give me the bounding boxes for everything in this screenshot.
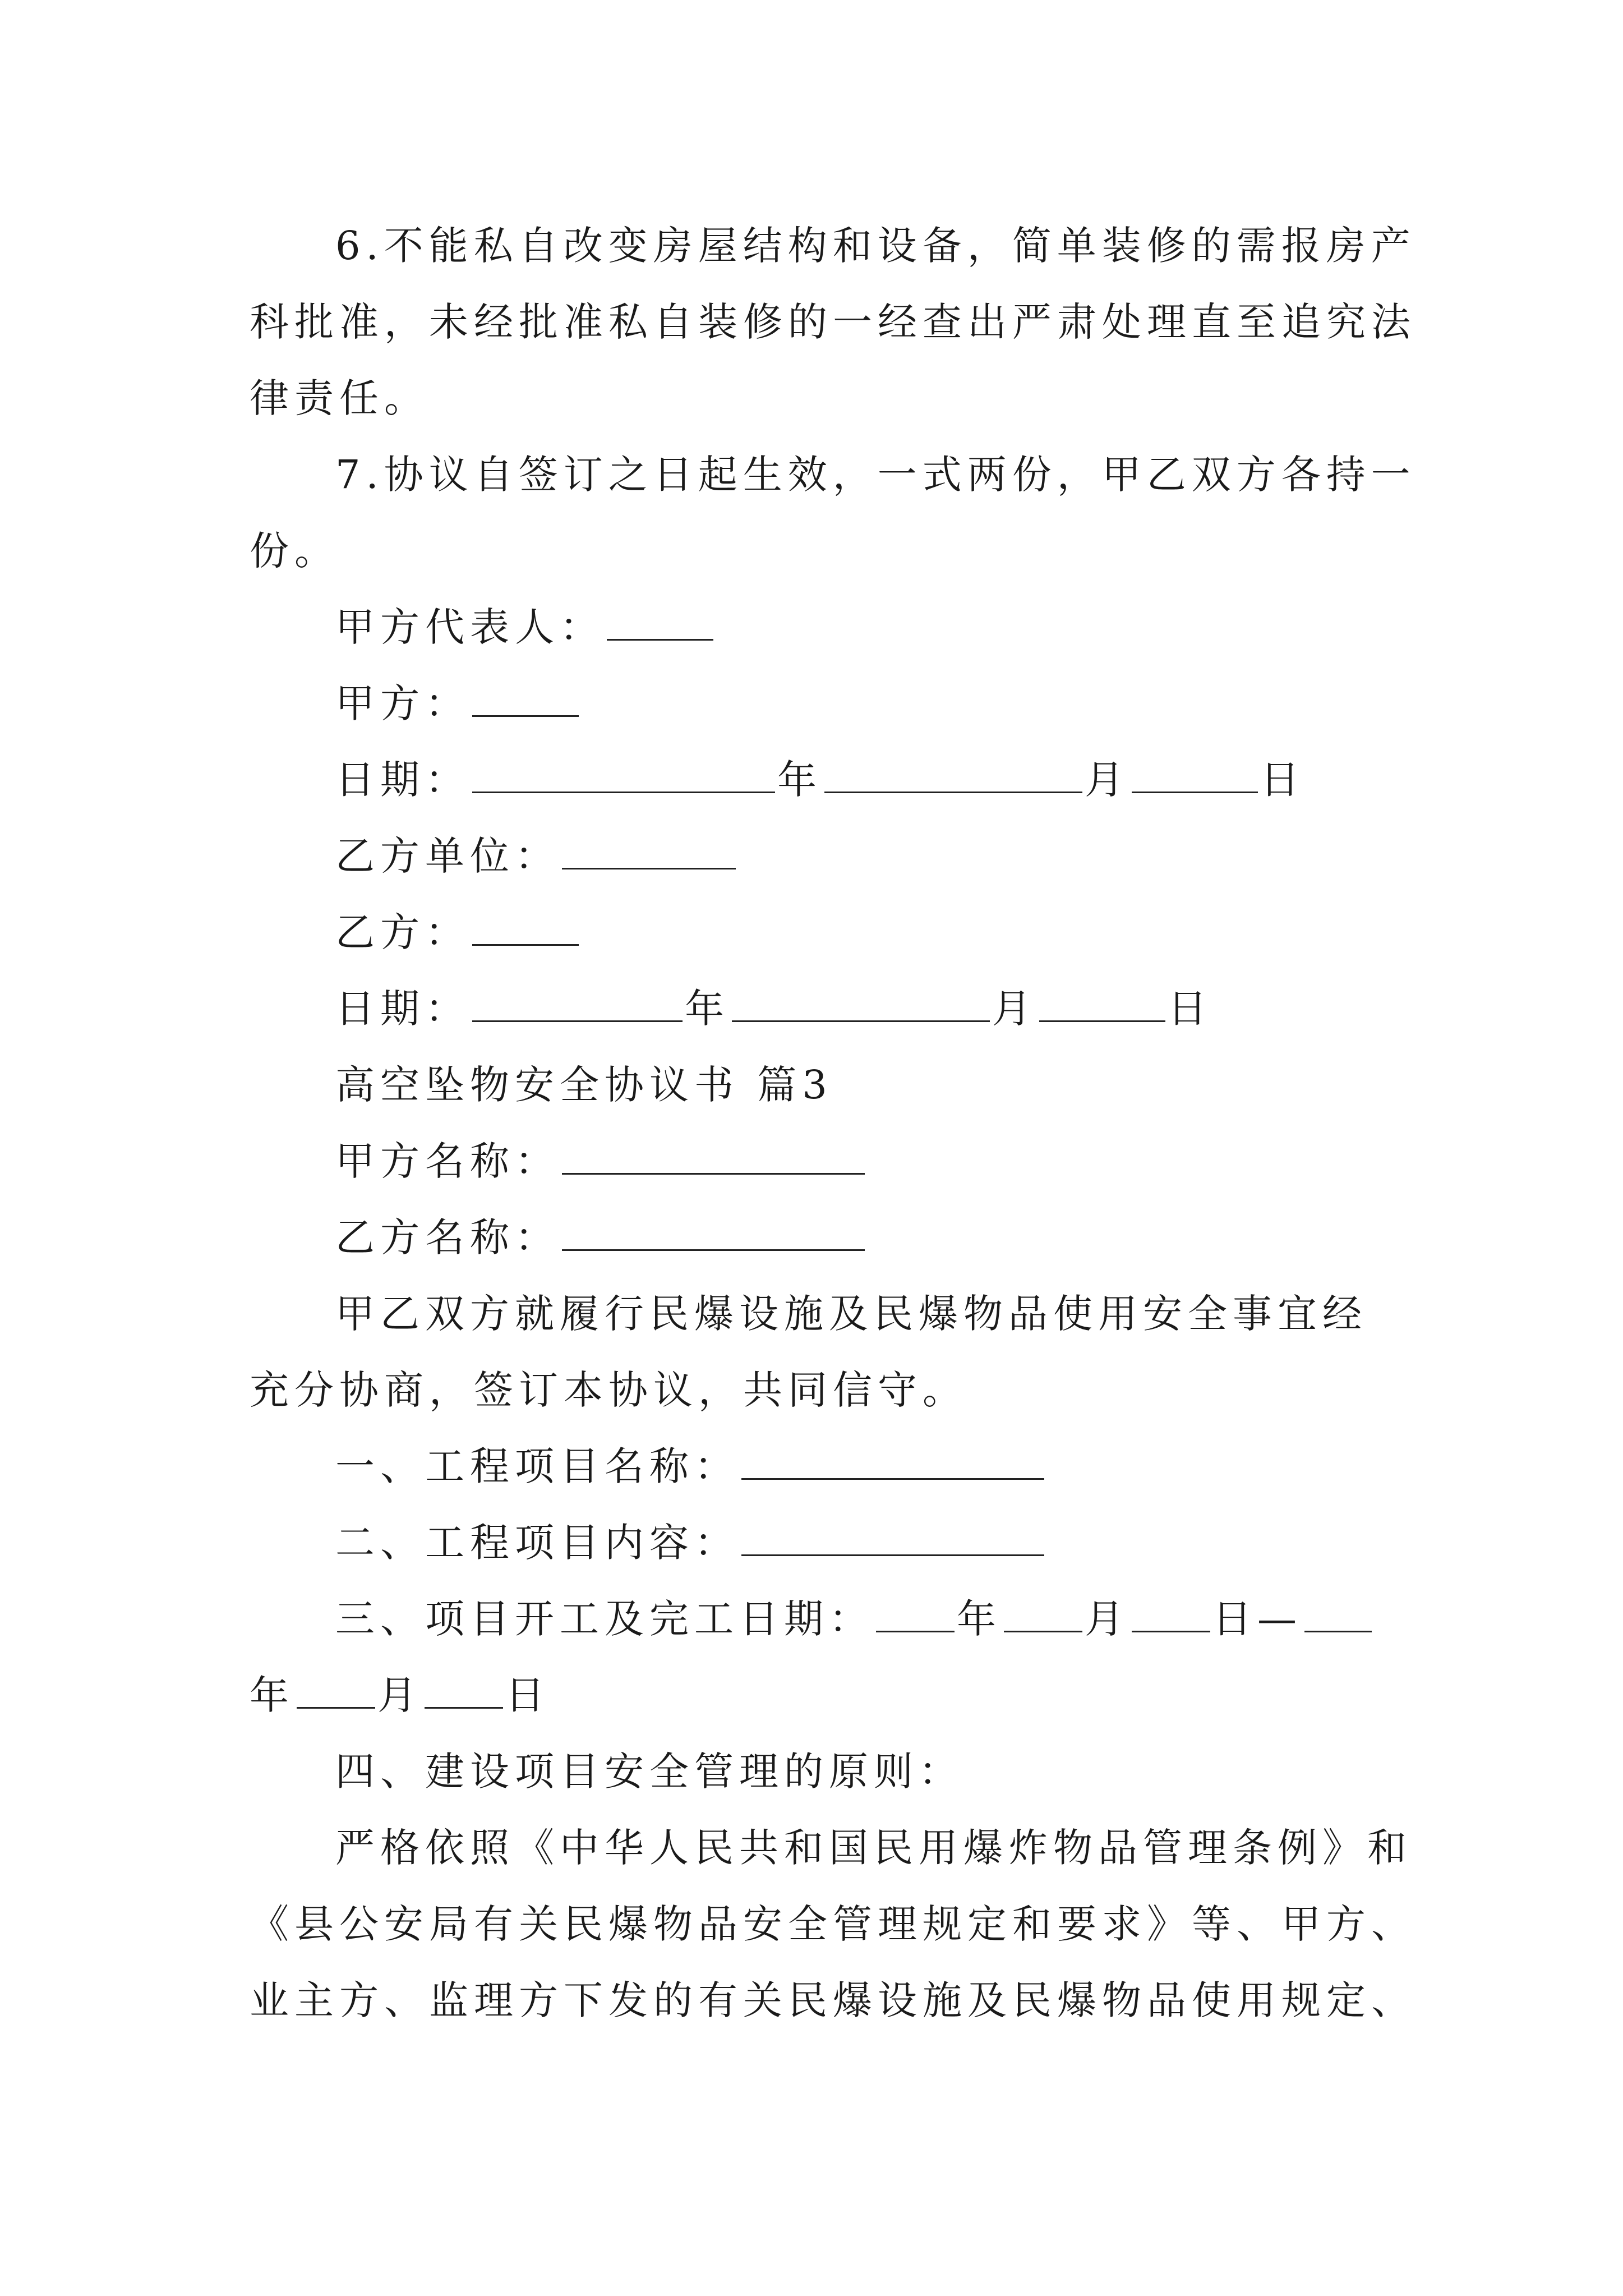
item-3-start-year-blank[interactable] [876,1597,955,1632]
rules-line-2: 《县公安局有关民爆物品安全管理规定和要求》等、甲方、 [250,1901,1416,1947]
item-2-label: 二、工程项目内容： [335,1520,739,1566]
party-a-name-blank[interactable] [562,1139,865,1175]
party-a-label: 甲方： [335,680,470,726]
intro-line-2: 充分协商，签订本协议，共同信守。 [250,1367,967,1413]
item-3-month-text: 月 [1085,1596,1129,1642]
date-1-label: 日期： [335,757,470,803]
party-a-rep-blank[interactable] [607,605,713,641]
date-1-day-blank[interactable] [1132,758,1258,793]
party-b-label: 乙方： [335,909,470,955]
party-a-name-row [335,1133,867,1189]
rules-line-3: 业主方、监理方下发的有关民爆设施及民爆物品使用规定、 [250,1977,1416,2023]
paragraph-6-line-2: 科批准，未经批准私自装修的一经查出严肃处理直至追究法 [250,299,1416,345]
item-3-month2-text: 月 [377,1672,422,1718]
party-b-name-label: 乙方名称： [335,1214,560,1260]
item-4-label: 四、建设项目安全管理的原则： [335,1749,963,1795]
item-3-label: 三、项目开工及完工日期： [335,1596,874,1642]
party-b-unit-blank[interactable] [562,834,736,869]
item-3-end-day-blank[interactable] [425,1673,503,1709]
item-3-year2-text: 年 [250,1672,294,1718]
party-b-name-blank[interactable] [562,1216,865,1251]
item-1-label: 一、工程项目名称： [335,1443,739,1489]
item-2-row [335,1515,1046,1571]
item-3-day-dash-text: 日— [1212,1596,1302,1642]
item-3-row [335,1591,1374,1647]
party-a-row [335,675,581,731]
item-3-year-text: 年 [957,1596,1002,1642]
paragraph-6-line-1: 6.不能私自改变房屋结构和设备，简单装修的需报房产 [335,223,1416,269]
party-a-name-label: 甲方名称： [335,1138,560,1184]
item-3-row-cont [250,1667,550,1723]
intro-line-1: 甲乙双方就履行民爆设施及民爆物品使用安全事宜经 [335,1291,1367,1337]
party-a-rep-label: 甲方代表人： [335,604,605,650]
section-3-title: 高空坠物安全协议书 篇3 [335,1062,833,1108]
date-2-label: 日期： [335,986,470,1032]
date-2-day-text: 日 [1168,986,1212,1032]
date-2-day-blank[interactable] [1039,987,1165,1022]
item-3-day2-text: 日 [505,1672,550,1718]
date-2-year-text: 年 [685,986,730,1032]
rules-line-1: 严格依照《中华人民共和国民用爆炸物品管理条例》和 [335,1825,1412,1871]
date-1-year-blank[interactable] [472,758,775,793]
item-3-start-month-blank[interactable] [1004,1597,1082,1632]
party-a-blank[interactable] [472,682,579,717]
paragraph-7-line-1: 7.协议自签订之日起生效，一式两份，甲乙双方各持一 [335,452,1416,498]
item-3-end-year-blank[interactable] [1304,1597,1372,1632]
party-b-blank[interactable] [472,910,579,946]
paragraph-6-line-3: 律责任。 [250,375,429,421]
party-b-unit-label: 乙方单位： [335,833,560,879]
item-3-end-month-blank[interactable] [297,1673,375,1709]
date-1-day-text: 日 [1260,757,1305,803]
party-a-rep-row [335,599,716,655]
date-1-month-blank[interactable] [824,758,1082,793]
item-1-blank[interactable] [741,1444,1044,1480]
paragraph-7-line-2: 份。 [250,528,339,574]
date-row-2 [335,981,1212,1037]
party-b-name-row [335,1209,867,1266]
item-2-blank[interactable] [741,1521,1044,1556]
date-2-month-blank[interactable] [732,987,990,1022]
item-1-row [335,1438,1046,1494]
date-row-1 [335,752,1305,808]
party-b-unit-row [335,828,738,884]
date-1-year-text: 年 [777,757,822,803]
date-2-year-blank[interactable] [472,987,683,1022]
date-2-month-text: 月 [992,986,1037,1032]
item-3-start-day-blank[interactable] [1132,1597,1210,1632]
party-b-row [335,904,581,960]
date-1-month-text: 月 [1085,757,1129,803]
